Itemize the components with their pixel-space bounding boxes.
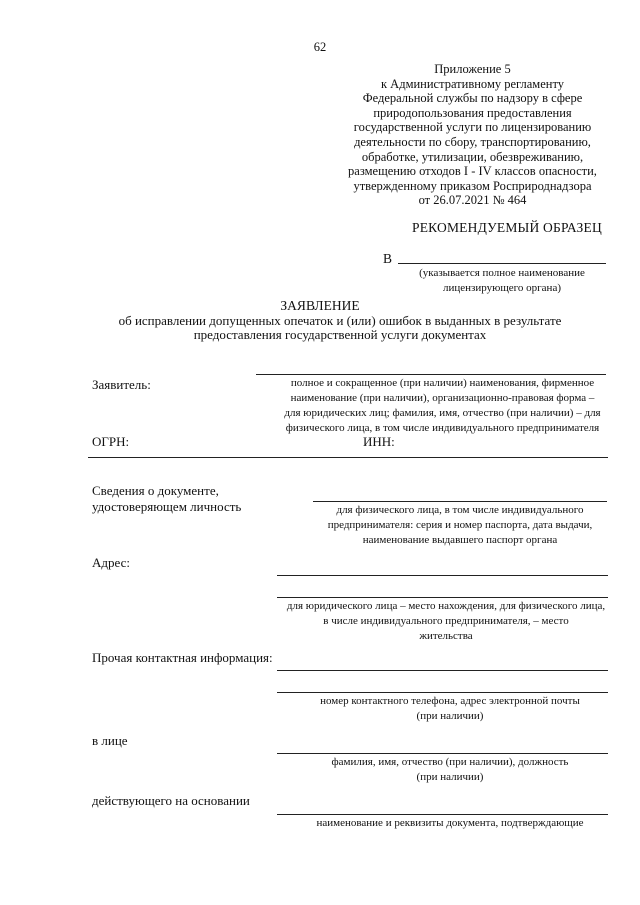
contacts-hint <box>290 694 610 724</box>
acting-basis-label: действующего на основании <box>92 793 250 808</box>
represented-by-label: в лице <box>92 733 128 748</box>
applicant-hint-line: для юридических лиц; фамилия, имя, отчество (при наличии) – для <box>284 407 601 419</box>
identity-doc-label-line: Сведения о документе, <box>92 483 219 498</box>
address-hint-line: в числе индивидуального предпринимателя, – место <box>323 615 569 627</box>
identity-doc-hint-line: для физического лица, в том числе индивидуального <box>336 504 584 516</box>
addressee-line[interactable] <box>398 263 606 264</box>
sample-heading: РЕКОМЕНДУЕМЫЙ ОБРАЗЕЦ <box>412 220 602 235</box>
address-line-2[interactable] <box>277 597 608 598</box>
represented-by-hint-line: фамилия, имя, отчество (при наличии), должность <box>331 756 569 768</box>
address-label: Адрес: <box>92 555 130 570</box>
appendix-line: обработке, утилизации, обезвреживанию, <box>361 149 584 164</box>
identity-doc-hint <box>300 503 620 548</box>
ogrn-inn-line[interactable] <box>88 457 608 458</box>
address-hint-line: жительства <box>419 630 473 642</box>
address-hint <box>277 599 615 644</box>
appendix-line: природопользования предоставления <box>373 105 572 120</box>
applicant-hint-line: полное и сокращенное (при наличии) наименования, фирменное <box>290 377 595 389</box>
statement-title: ЗАЯВЛЕНИЕ <box>280 298 360 313</box>
statement-subtitle-line: предоставления государственной услуги документах <box>193 327 487 342</box>
addressee-label: В <box>383 251 393 266</box>
contacts-hint-line: номер контактного телефона, адрес электронной почты <box>320 695 580 707</box>
identity-doc-label <box>92 483 241 515</box>
appendix-line: деятельности по сбору, транспортированию, <box>354 134 591 149</box>
contacts-label: Прочая контактная информация: <box>92 650 273 665</box>
ogrn-label: ОГРН: <box>92 434 130 449</box>
acting-basis-hint-line: наименование и реквизиты документа, подтверждающие <box>316 817 584 829</box>
acting-basis-hint <box>290 816 610 831</box>
applicant-line[interactable] <box>256 374 606 375</box>
applicant-hint-line: физического лица, в том числе индивидуального предпринимателя <box>285 422 600 434</box>
applicant-label: Заявитель: <box>92 377 151 392</box>
appendix-line: государственной услуги по лицензированию <box>353 120 592 135</box>
identity-doc-line[interactable] <box>313 501 607 502</box>
represented-by-hint-line: (при наличии) <box>416 771 484 783</box>
applicant-hint-line: наименование (при наличии), организационно-правовая форма – <box>290 392 595 404</box>
represented-by-line[interactable] <box>277 753 608 754</box>
applicant-hint <box>270 376 615 436</box>
address-line-1[interactable] <box>277 575 608 576</box>
contacts-line-1[interactable] <box>277 670 608 671</box>
contacts-hint-line: (при наличии) <box>416 710 484 722</box>
appendix-line: к Административному регламенту <box>380 76 564 91</box>
address-hint-line: для юридического лица – место нахождения, для физического лица, <box>286 600 606 612</box>
appendix-line: утвержденному приказом Росприроднадзора <box>353 178 592 193</box>
acting-basis-line[interactable] <box>277 814 608 815</box>
statement-subtitle <box>100 314 580 342</box>
addressee-hint-line: (указывается полное наименование <box>419 267 585 279</box>
contacts-line-2[interactable] <box>277 692 608 693</box>
addressee-hint <box>386 266 618 296</box>
appendix-block <box>330 62 615 208</box>
appendix-line: Федеральной службы по надзору в сфере <box>362 91 583 106</box>
appendix-line: от 26.07.2021 № 464 <box>418 193 527 208</box>
identity-doc-label-line: удостоверяющем личность <box>92 499 242 514</box>
addressee-hint-line: лицензирующего органа) <box>442 282 561 294</box>
identity-doc-hint-line: наименование выдавшего паспорт органа <box>362 534 558 546</box>
represented-by-hint <box>290 755 610 785</box>
statement-subtitle-line: об исправлении допущенных опечаток и (или) ошибок в выданных в результате <box>118 313 562 328</box>
appendix-line: размещению отходов I - IV классов опасности, <box>348 164 597 179</box>
appendix-line: Приложение 5 <box>434 62 511 76</box>
identity-doc-hint-line: предпринимателя: серия и номер паспорта, дата выдачи, <box>327 519 593 531</box>
inn-label: ИНН: <box>363 434 395 449</box>
page-number: 62 <box>313 40 327 54</box>
